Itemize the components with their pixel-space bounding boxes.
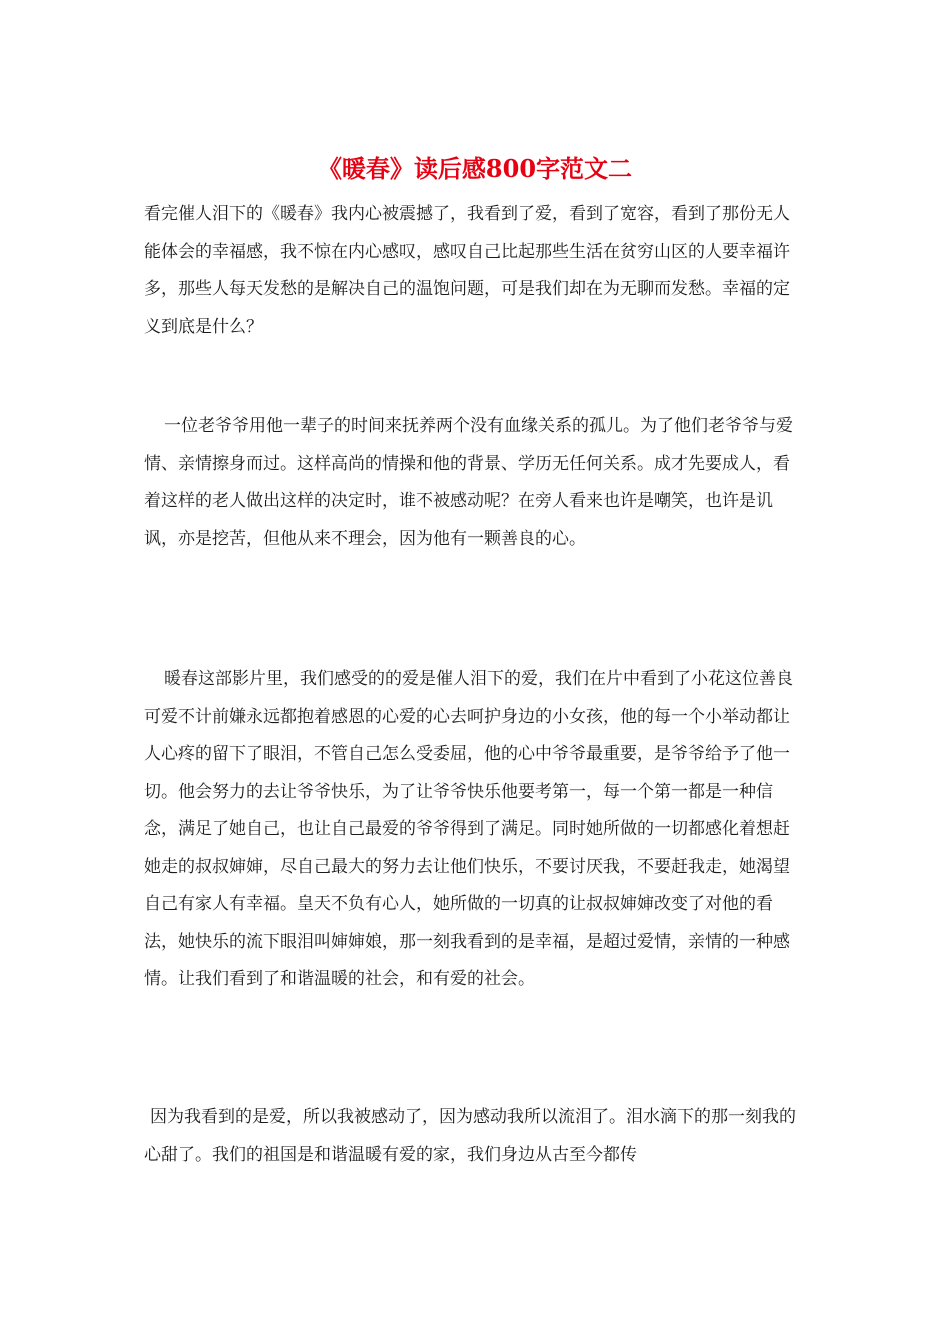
- document-title: 《暖春》读后感800字范文二: [317, 154, 633, 183]
- paragraph-3: 暖春这部影片里，我们感受的的爱是催人泪下的爱，我们在片中看到了小花这位善良可爱不计前嫌永远都抱着感恩的心爱的心去呵护身边的小女孩，他的每一个小举动都让人心疼的留下了眼泪，不管自己怎么受委屈，他的心中爷爷最重要，是爷爷给予了他一切。他会努力的去让爷爷快乐，为了让爷爷快乐他要考第一，每一个第一都是一种信念，满足了她自己，也让自己最爱的爷爷得到了满足。同时她所做的一切都感化着想赶她走的叔叔婶婶，尽自己最大的努力去让他们快乐，不要讨厌我，不要赶我走，她渴望自己有家人有幸福。皇天不负有心人，她所做的一切真的让叔叔婶婶改变了对他的看法，她快乐的流下眼泪叫婶婶娘，那一刻我看到的是幸福，是超过爱情，亲情的一种感情。让我们看到了和谐温暖的社会，和有爱的社会。: [144, 669, 793, 989]
- paragraph-2: 一位老爷爷用他一辈子的时间来抚养两个没有血缘关系的孤儿。为了他们老爷爷与爱情、亲情擦身而过。这样高尚的情操和他的背景、学历无任何关系。成才先要成人，看着这样的老人做出这样的决定时，谁不被感动呢？在旁人看来也许是嘲笑，也许是讥讽，亦是挖苦，但他从来不理会，因为他有一颗善良的心。: [144, 416, 793, 549]
- paragraph-1: 看完催人泪下的《暖春》我内心被震撼了，我看到了爱，看到了宽容，看到了那份无人能体会的幸福感，我不惊在内心感叹，感叹自己比起那些生活在贫穷山区的人要幸福许多，那些人每天发愁的是解决自己的温饱问题，可是我们却在为无聊而发愁。幸福的定义到底是什么？: [144, 204, 790, 337]
- paragraph-4: 因为我看到的是爱，所以我被感动了，因为感动我所以流泪了。泪水滴下的那一刻我的心甜了。我们的祖国是和谐温暖有爱的家，我们身边从古至今都传: [144, 1107, 796, 1165]
